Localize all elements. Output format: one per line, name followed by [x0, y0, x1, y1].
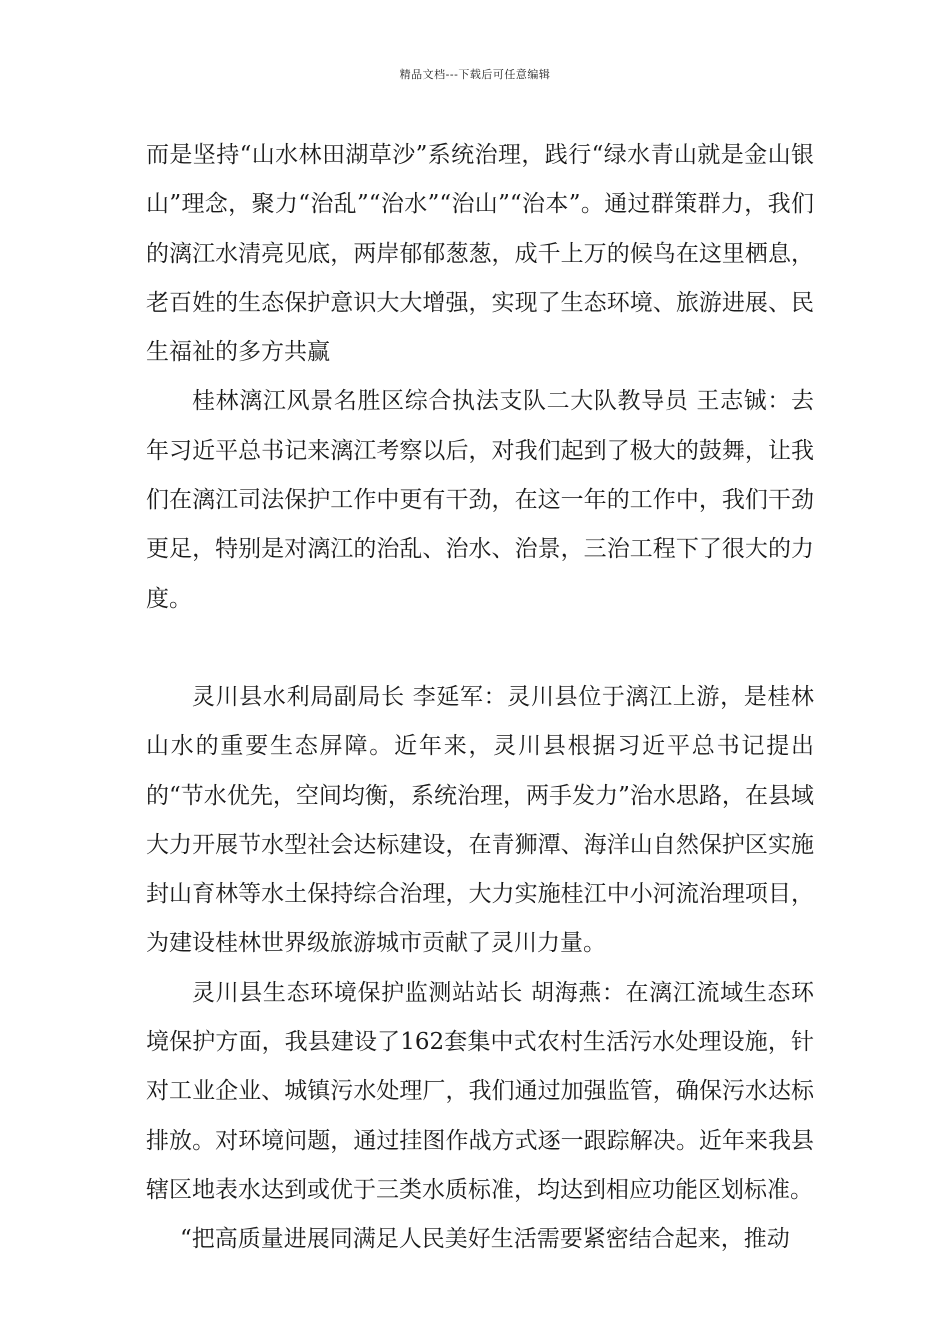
paragraph-quote: “把高质量进展同满足人民美好生活需要紧密结合起来，推动 [180, 1226, 790, 1253]
paragraph-wang-zhicheng: 桂林漓江风景名胜区综合执法支队二大队教导员 王志铖：去年习近平总书记来漓江考察以后，对我们起到了极大的鼓舞，让我们在漓江司法保护工作中更有干劲，在这一年的工作中，我们干劲更足，特别是对漓江的治乱、治水、治景，三治工程下了很大的力度。 [146, 388, 814, 612]
paragraph-hu-haiyan: 灵川县生态环境保护监测站站长 胡海燕：在漓江流域生态环境保护方面，我县建设了162套集中式农村生活污水处理设施，针对工业企业、城镇污水处理厂，我们通过加强监管，确保污水达标排放。对环境问题，通过挂图作战方式逐一跟踪解决。近年来我县辖区地表水达到或优于三类水质标准，均达到相应功能区划标准。 [146, 979, 814, 1203]
page-header: 精品文档---下载后可任意编辑 [399, 68, 551, 81]
paragraph-continuation: 而是坚持“山水林田湖草沙”系统治理，践行“绿水青山就是金山银山”理念，聚力“治乱”“治水”“治山”“治本”。通过群策群力，我们的漓江水清亮见底，两岸郁郁葱葱，成千上万的候鸟在这里栖息，老百姓的生态保护意识大大增强，实现了生态环境、旅游进展、民生福祉的多方共赢 [146, 142, 814, 366]
document-body [146, 131, 814, 1265]
paragraph-li-yanjun: 灵川县水利局副局长 李延军：灵川县位于漓江上游，是桂林山水的重要生态屏障。近年来，灵川县根据习近平总书记提出的“节水优先，空间均衡，系统治理，两手发力”治水思路，在县域大力开展节水型社会达标建设，在青狮潭、海洋山自然保护区实施封山育林等水土保持综合治理，大力实施桂江中小河流治理项目，为建设桂林世界级旅游城市贡献了灵川力量。 [146, 683, 814, 957]
